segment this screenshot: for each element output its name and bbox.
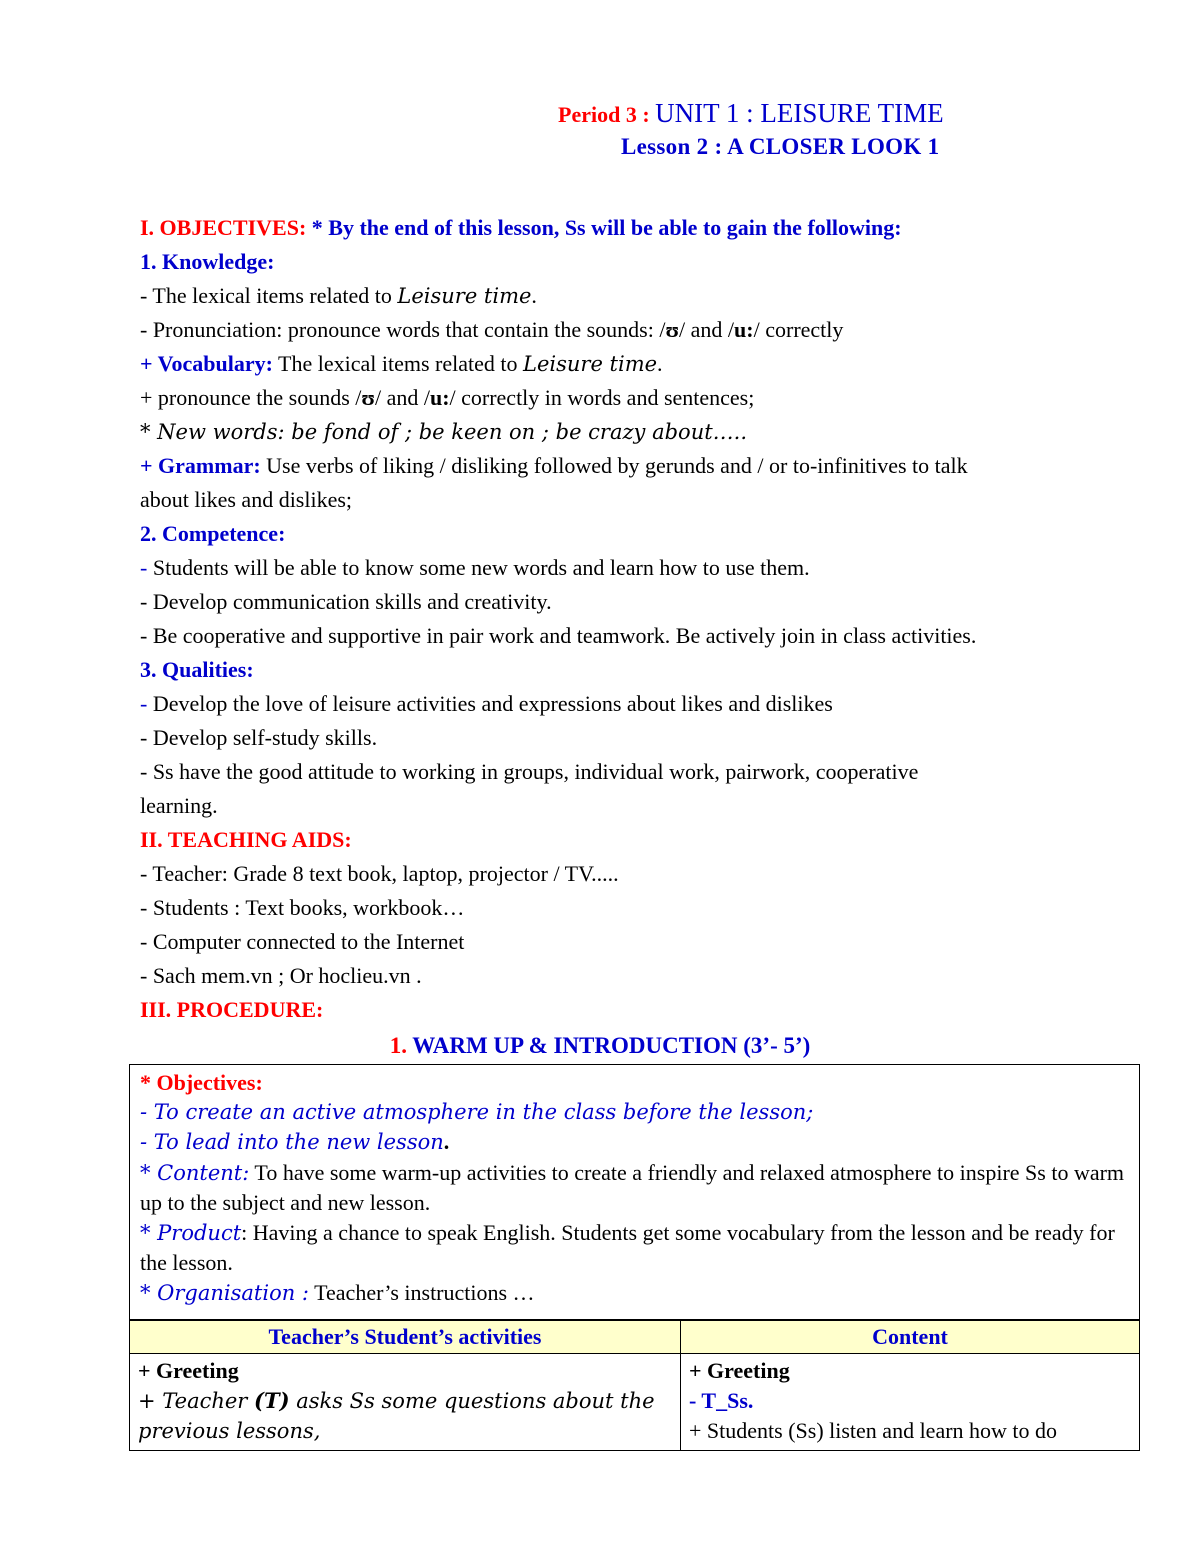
pronounce-text: + pronounce the sounds / <box>140 385 362 410</box>
objectives-heading: I. OBJECTIVES: <box>140 215 307 240</box>
activities-table <box>129 1320 1140 1451</box>
grammar-text: Use verbs of liking / disliking followed by gerunds and / or to-infinitives to talk <box>260 453 968 478</box>
objectives-heading-line <box>140 211 1140 245</box>
sound-long-u: u: <box>734 317 754 342</box>
warmup-organisation-text: Teacher’s instructions … <box>309 1279 535 1305</box>
knowledge-item-1-text: - The lexical items related to <box>140 283 398 308</box>
activities-cell <box>130 1354 681 1451</box>
period-label: Period 3 : <box>558 102 656 127</box>
vocabulary-end: . <box>657 351 663 376</box>
content-cell <box>681 1354 1140 1451</box>
grammar-item-cont: about likes and dislikes; <box>140 487 353 512</box>
warmup-info-content <box>140 1068 1129 1308</box>
content-interaction: - T_Ss. <box>689 1388 754 1413</box>
qualities-item-1-text: Develop the love of leisure activities and expressions about likes and dislikes <box>147 691 833 716</box>
pronounce-and: / and / <box>374 385 430 410</box>
warmup-content-label: * Content: <box>140 1160 250 1185</box>
knowledge-heading: 1. Knowledge: <box>140 249 275 274</box>
vocabulary-label: + Vocabulary: <box>140 351 273 376</box>
qualities-item-3: - Ss have the good attitude to working in groups, individual work, pairwork, cooperative <box>140 759 919 784</box>
table-row <box>130 1354 1140 1451</box>
warmup-objectives-label: * Objectives: <box>140 1070 263 1095</box>
activities-table-header <box>130 1321 1140 1354</box>
warmup-organisation <box>140 1278 1129 1309</box>
knowledge-item-2-text: - Pronunciation: pronounce words that contain the sounds: / <box>140 317 666 342</box>
vocabulary-text: The lexical items related to <box>272 351 524 376</box>
warmup-objective-2 <box>140 1127 1129 1158</box>
qualities-heading: 3. Qualities: <box>140 657 254 682</box>
teaching-aid-2: - Students : Text books, workbook… <box>140 895 465 920</box>
grammar-item <box>140 449 1140 483</box>
qualities-item-1-dash: - <box>140 691 148 716</box>
warmup-product-text: : Having a chance to speak English. Students get some vocabulary from the lesson and be ready for the lesson. <box>140 1219 1115 1275</box>
warmup-content <box>140 1158 1129 1218</box>
knowledge-item-2 <box>140 313 1140 347</box>
knowledge-item-2-and: / and / <box>679 317 735 342</box>
knowledge-item-1-end: . <box>531 283 537 308</box>
grammar-label: + Grammar: <box>140 453 261 478</box>
page-title <box>558 98 944 129</box>
objectives-section <box>140 211 1140 1027</box>
knowledge-item-1-topic: Leisure time <box>397 284 532 308</box>
pronounce-item <box>140 381 1140 415</box>
warmup-objective-2-dot: . <box>443 1129 450 1154</box>
vocabulary-topic: Leisure time <box>523 352 658 376</box>
qualities-item-2: - Develop self-study skills. <box>140 725 378 750</box>
unit-title: UNIT 1 : LEISURE TIME <box>655 98 944 128</box>
col-activities-header: Teacher’s Student’s activities <box>130 1321 681 1354</box>
warmup-product <box>140 1218 1129 1278</box>
competence-item-2: - Develop communication skills and creativity. <box>140 589 552 614</box>
teaching-aid-3: - Computer connected to the Internet <box>140 929 465 954</box>
warmup-info-box <box>129 1064 1140 1320</box>
competence-heading: 2. Competence: <box>140 521 286 546</box>
warmup-objective-1: - To create an active atmosphere in the class before the lesson; <box>140 1099 814 1124</box>
qualities-item-1 <box>140 687 1140 721</box>
col-content-header: Content <box>681 1321 1140 1354</box>
warmup-product-label: * Product <box>140 1220 242 1245</box>
activity-questions-t: (T) <box>254 1388 290 1413</box>
content-listen: + Students (Ss) listen and learn how to do <box>689 1418 1058 1443</box>
competence-item-1-text: Students will be able to know some new words and learn how to use them. <box>147 555 810 580</box>
pronounce-sound-1: ʊ <box>361 385 375 410</box>
activity-greeting: + Greeting <box>138 1358 239 1383</box>
warmup-content-text: To have some warm-up activities to create a friendly and relaxed atmosphere to inspire Ss to warm up to the subject and new lesson. <box>140 1159 1125 1215</box>
objectives-intro: * By the end of this lesson, Ss will be able to gain the following: <box>306 215 902 240</box>
knowledge-item-2-end: / correctly <box>753 317 844 342</box>
qualities-item-3-cont: learning. <box>140 793 218 818</box>
pronounce-sound-2: u: <box>429 385 450 410</box>
warmup-organisation-label: * Organisation : <box>140 1280 310 1305</box>
pronounce-end: / correctly in words and sentences; <box>449 385 755 410</box>
activity-questions <box>138 1386 672 1446</box>
competence-item-1 <box>140 551 1140 585</box>
warmup-number: 1. <box>389 1033 413 1058</box>
content-greeting: + Greeting <box>689 1358 790 1383</box>
teaching-aid-1: - Teacher: Grade 8 text book, laptop, projector / TV..... <box>140 861 619 886</box>
activity-questions-2: asks Ss some questions about the previous lessons, <box>138 1389 655 1443</box>
knowledge-item-1 <box>140 279 1140 313</box>
procedure-heading: III. PROCEDURE: <box>140 997 324 1022</box>
activity-questions-1: + Teacher <box>138 1389 255 1413</box>
competence-item-3: - Be cooperative and supportive in pair work and teamwork. Be actively join in class activities. <box>140 623 977 648</box>
warmup-objective-2-text: - To lead into the new lesson <box>140 1130 444 1154</box>
teaching-aids-heading: II. TEACHING AIDS: <box>140 827 352 852</box>
vocabulary-item <box>140 347 1140 381</box>
warmup-heading <box>0 1033 1200 1059</box>
warmup-title: WARM UP & INTRODUCTION (3’- 5’) <box>412 1033 811 1058</box>
competence-item-1-dash: - <box>140 555 148 580</box>
new-words-item: * New words: be fond of ; be keen on ; be crazy about….. <box>140 420 748 444</box>
sound-short-u: ʊ <box>665 317 680 342</box>
teaching-aid-4: - Sach mem.vn ; Or hoclieu.vn . <box>140 963 422 988</box>
lesson-subtitle: Lesson 2 : A CLOSER LOOK 1 <box>621 134 940 159</box>
